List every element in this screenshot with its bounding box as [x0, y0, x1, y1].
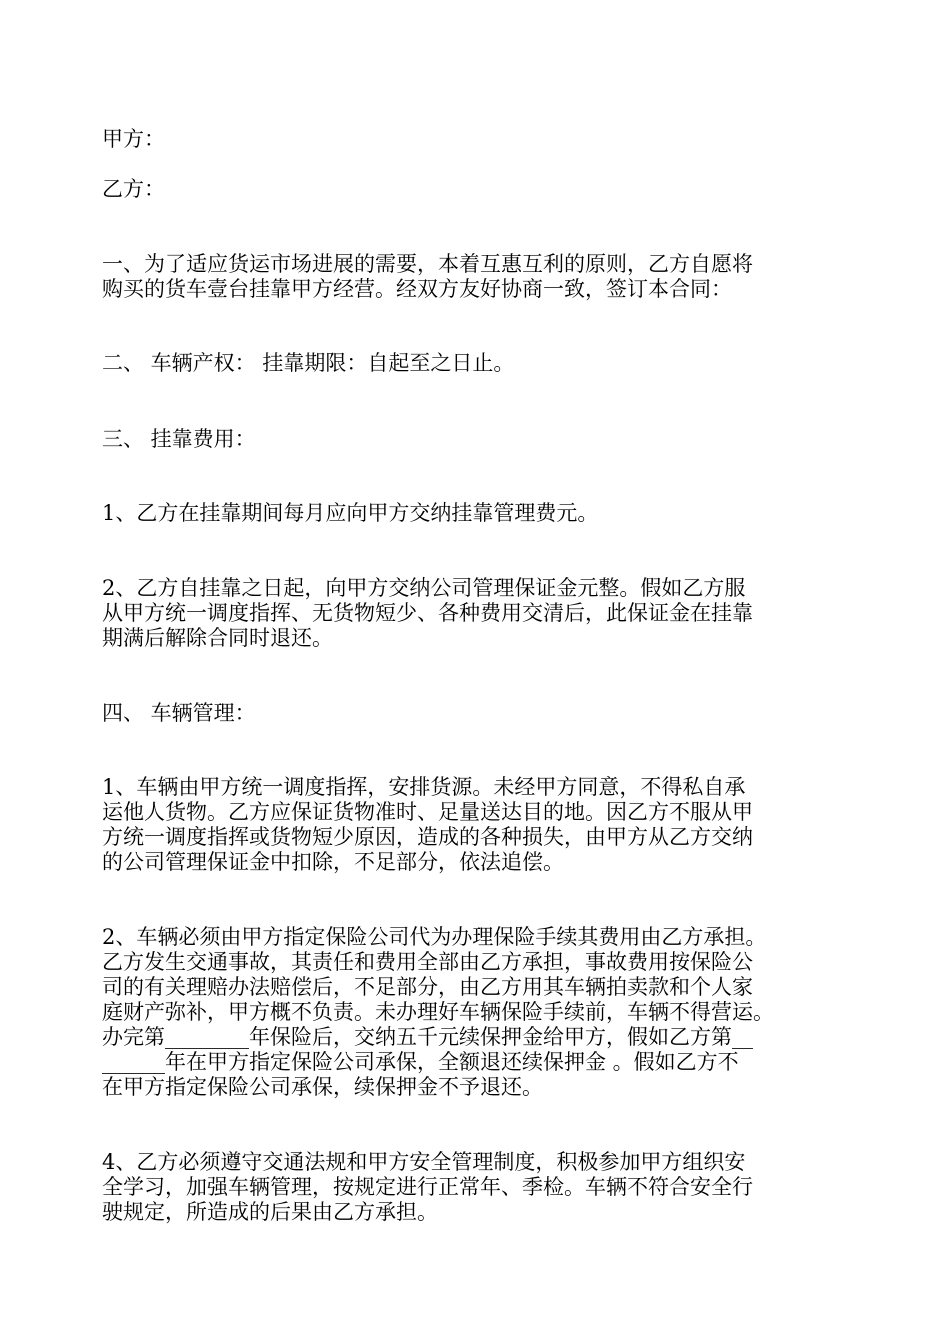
section4-heading: 四、 车辆管理： — [102, 701, 256, 725]
mgmt-item1-line: 方统一调度指挥或货物短少原因，造成的各种损失，由甲方从乙方交纳 — [102, 825, 753, 849]
mgmt-item1-line: 1、车辆由甲方统一调度指挥，安排货源。未经甲方同意，不得私自承 — [102, 775, 746, 799]
mgmt-item2-line: 在甲方指定保险公司承保，续保押金不予退还。 — [102, 1075, 543, 1099]
section2-paragraph: 二、 车辆产权： 挂靠期限：自起至之日止。 — [102, 351, 515, 375]
mgmt-item1-line: 的公司管理保证金中扣除，不足部分，依法追偿。 — [102, 850, 564, 874]
mgmt-item4-line: 驶规定，所造成的后果由乙方承担。 — [102, 1200, 438, 1224]
fee-item2-line: 2、乙方自挂靠之日起，向甲方交纳公司管理保证金元整。假如乙方服 — [102, 576, 746, 600]
mgmt-item2-line: 办完第________年保险后，交纳五千元续保押金给甲方，假如乙方第__ — [102, 1025, 753, 1049]
mgmt-item2-line: 2、车辆必须由甲方指定保险公司代为办理保险手续其费用由乙方承担。 — [102, 925, 767, 949]
fee-item2-line: 从甲方统一调度指挥、无货物短少、各种费用交清后，此保证金在挂靠 — [102, 601, 753, 625]
mgmt-item4-line: 4、乙方必须遵守交通法规和甲方安全管理制度，积极参加甲方组织安 — [102, 1150, 746, 1174]
section1-line: 购买的货车壹台挂靠甲方经营。经双方友好协商一致，签订本合同： — [102, 277, 732, 301]
section3-heading: 三、 挂靠费用： — [102, 427, 256, 451]
party-a-label: 甲方： — [102, 127, 165, 151]
mgmt-item2-line: 司的有关理赔办法赔偿后，不足部分，由乙方用其车辆拍卖款和个人家 — [102, 975, 753, 999]
mgmt-item2-line: 庭财产弥补，甲方概不负责。未办理好车辆保险手续前，车辆不得营运。 — [102, 1000, 774, 1024]
section1-line: 一、为了适应货运市场进展的需要，本着互惠互利的原则，乙方自愿将 — [102, 252, 753, 276]
mgmt-item1-line: 运他人货物。乙方应保证货物准时、足量送达目的地。因乙方不服从甲 — [102, 800, 753, 824]
mgmt-item2-line: 乙方发生交通事故，其责任和费用全部由乙方承担，事故费用按保险公 — [102, 950, 753, 974]
fee-item1: 1、乙方在挂靠期间每月应向甲方交纳挂靠管理费元。 — [102, 501, 599, 525]
mgmt-item2-line: ______年在甲方指定保险公司承保，全额退还续保押金 。假如乙方不 — [102, 1050, 739, 1074]
mgmt-item4-line: 全学习，加强车辆管理，按规定进行正常年、季检。车辆不符合安全行 — [102, 1175, 753, 1199]
party-b-label: 乙方： — [102, 177, 165, 201]
fee-item2-line: 期满后解除合同时退还。 — [102, 626, 333, 650]
